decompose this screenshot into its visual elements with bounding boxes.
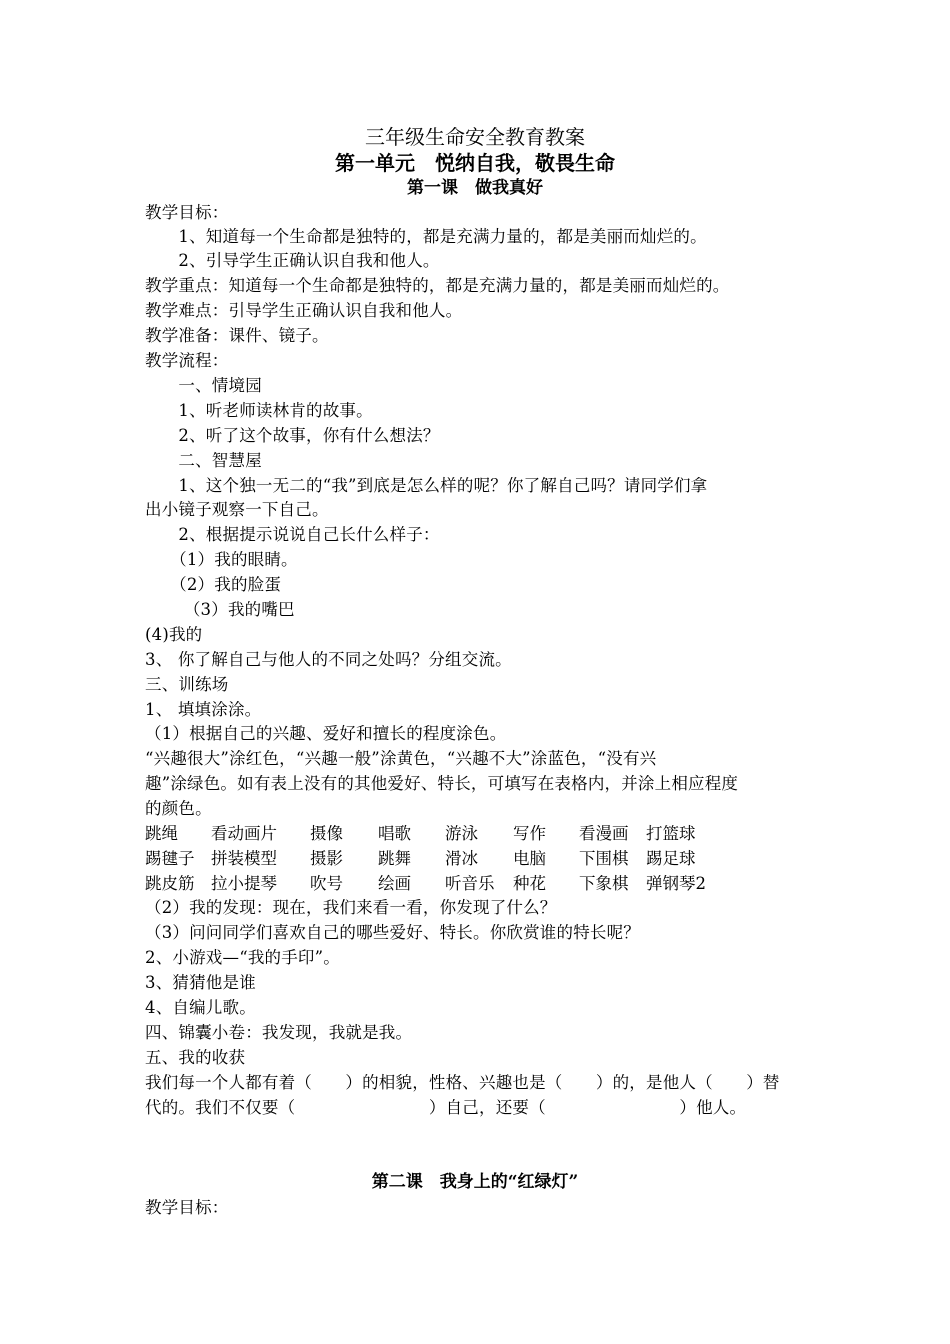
text-line: 二、智慧屋: [145, 451, 262, 470]
text-line: 1、 填填涂涂。: [145, 700, 262, 719]
text-line: 3、 你了解自己与他人的不同之处吗？分组交流。: [145, 650, 512, 669]
text-line: 教学流程：: [145, 351, 229, 370]
text-line: 的颜色。: [145, 799, 212, 818]
text-line: （1）根据自己的兴趣、爱好和擅长的程度涂色。: [145, 724, 507, 743]
text-line: 五、我的收获: [145, 1048, 246, 1067]
hobby-item: 听音乐: [445, 874, 495, 893]
hobby-item: 写作: [513, 824, 546, 843]
hobby-item: 摄影: [310, 849, 343, 868]
lesson-heading-1: 第一课 做我真好: [407, 178, 543, 198]
hobby-item: 摄像: [310, 824, 343, 843]
text-line: 一、情境园: [145, 376, 262, 395]
text-line: 四、锦囊小卷：我发现，我就是我。: [145, 1023, 413, 1042]
text-line: （2）我的发现：现在，我们来看一看，你发现了什么？: [145, 898, 557, 917]
hobby-item: 踢足球: [646, 849, 696, 868]
text-line: 2、根据提示说说自己长什么样子：: [145, 525, 440, 544]
hobby-item: 看动画片: [211, 824, 277, 843]
unit-heading: 第一单元 悦纳自我，敬畏生命: [335, 151, 615, 175]
text-line: 1、这个独一无二的“我”到底是怎么样的呢？你了解自己吗？请同学们拿: [145, 476, 708, 495]
document-title: 三年级生命安全教育教案: [365, 125, 585, 149]
lesson-heading-2: 第二课 我身上的“红绿灯”: [371, 1172, 579, 1192]
text-line: 3、猜猜他是谁: [145, 973, 256, 992]
hobby-item: 下象棋: [579, 874, 629, 893]
hobby-item: 唱歌: [378, 824, 411, 843]
hobby-item: 跳绳: [145, 824, 178, 843]
text-line: 教学重点：知道每一个生命都是独特的，都是充满力量的，都是美丽而灿烂的。: [145, 276, 730, 295]
hobby-item: 踢毽子: [145, 849, 195, 868]
text-line: （1）我的眼睛。: [145, 550, 298, 569]
hobby-item: 电脑: [513, 849, 546, 868]
text-line: 2、引导学生正确认识自我和他人。: [145, 251, 440, 270]
text-line: 4、自编儿歌。: [145, 998, 256, 1017]
text-line: 教学准备：课件、镜子。: [145, 326, 329, 345]
hobby-item: 跳舞: [378, 849, 411, 868]
text-line: 教学目标：: [145, 203, 229, 222]
text-line: 出小镜子观察一下自己。: [145, 500, 329, 519]
hobby-item: 拼装模型: [211, 849, 277, 868]
hobby-item: 拉小提琴: [211, 874, 277, 893]
text-line: 1、听老师读林肯的故事。: [145, 401, 373, 420]
text-line: 2、听了这个故事，你有什么想法？: [145, 426, 440, 445]
text-line: (4)我的: [145, 625, 203, 644]
hobby-item: 打篮球: [646, 824, 696, 843]
hobby-item: 滑冰: [445, 849, 478, 868]
hobby-item: 下围棋: [579, 849, 629, 868]
hobby-item: 跳皮筋: [145, 874, 195, 893]
hobby-item: 绘画: [378, 874, 411, 893]
text-line: 教学目标：: [145, 1198, 229, 1217]
text-line: “兴趣很大”涂红色，“兴趣一般”涂黄色，“兴趣不大”涂蓝色，“没有兴: [145, 749, 657, 768]
hobby-item: 游泳: [445, 824, 478, 843]
hobby-item: 看漫画: [579, 824, 629, 843]
text-line: 三、训练场: [145, 675, 229, 694]
hobby-item: 种花: [513, 874, 546, 893]
text-line: 代的。我们不仅要（ ）自己，还要（ ）他人。: [145, 1098, 747, 1117]
text-line: 1、知道每一个生命都是独特的，都是充满力量的，都是美丽而灿烂的。: [145, 227, 707, 246]
text-line: 趣”涂绿色。如有表上没有的其他爱好、特长，可填写在表格内，并涂上相应程度: [145, 774, 739, 793]
text-line: 我们每一个人都有着（ ）的相貌，性格、兴趣也是（ ）的，是他人（ ）替: [145, 1073, 780, 1092]
hobby-item: 弹钢琴2: [646, 874, 706, 893]
hobby-item: 吹号: [310, 874, 343, 893]
text-line: 2、小游戏—“我的手印”。: [145, 948, 340, 967]
text-line: 教学难点：引导学生正确认识自我和他人。: [145, 301, 463, 320]
text-line: （3）我的嘴巴: [145, 600, 295, 619]
text-line: （3）问问同学们喜欢自己的哪些爱好、特长。你欣赏谁的特长呢？: [145, 923, 640, 942]
text-line: （2）我的脸蛋: [145, 575, 282, 594]
